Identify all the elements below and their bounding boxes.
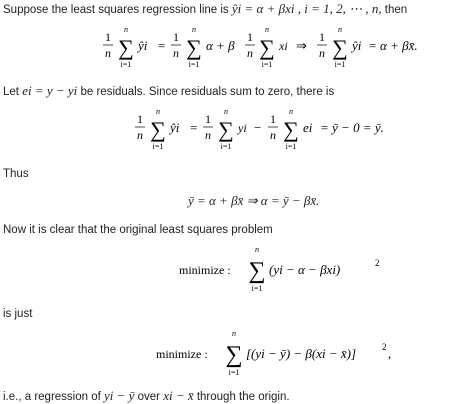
- eq1-sum4-bottom: i=1: [334, 60, 346, 69]
- eq1-frac2-num: 1: [173, 30, 179, 44]
- eq5-power: 2: [382, 342, 387, 352]
- eq2-frac1-num: 1: [137, 112, 143, 126]
- eq5-body: [(yi − ȳ) − β(xi − x̄)]: [246, 346, 357, 361]
- eq5-sum-symbol: ∑: [225, 342, 243, 368]
- eq1-equals: =: [158, 38, 166, 53]
- eq1-frac1-den: n: [105, 46, 111, 60]
- eq2-sum3-bottom: i=1: [285, 142, 297, 151]
- eq2-sum2-bottom: i=1: [220, 142, 232, 151]
- eq4-body: (yi − α − βxi): [269, 262, 341, 277]
- eq2-frac2-num: 1: [205, 112, 211, 126]
- eq1-frac4-den: n: [319, 46, 325, 60]
- eq5-sum-top: n: [232, 329, 236, 338]
- eq2-frac1-den: n: [137, 128, 143, 142]
- eq5-sum-bottom: i=1: [228, 368, 240, 377]
- eq1-frac1-num: 1: [105, 30, 111, 44]
- eq1-sum1-symbol: ∑: [118, 35, 134, 60]
- conclusion-text-mid: over: [134, 391, 164, 403]
- eq2-sum1-symbol: ∑: [150, 117, 166, 142]
- eq2-lhs-term: ŷi: [170, 120, 180, 135]
- residuals-text-a: Let: [3, 86, 23, 98]
- paragraph-is-just: [3, 307, 32, 321]
- eq1-sum4-symbol: ∑: [332, 35, 348, 60]
- eq1-implies: ⇒: [296, 38, 307, 53]
- paragraph-thus: [3, 167, 29, 181]
- equation-5-svg: [154, 328, 424, 380]
- original-problem-text: Now it is clear that the original least squares problem: [3, 224, 273, 236]
- eq2-sum3-symbol: ∑: [283, 117, 299, 142]
- intro-text-a: Suppose the least squares regression line is: [3, 4, 232, 16]
- equation-1: [100, 24, 455, 74]
- eq5-tail: ,: [388, 346, 392, 361]
- eq2-frac2-den: n: [205, 128, 211, 142]
- eq4-power: 2: [375, 258, 380, 268]
- eq2-sum1-bottom: i=1: [152, 142, 164, 151]
- conclusion-math-2: xi − x̄: [163, 388, 194, 403]
- eq4-sum-symbol: ∑: [248, 258, 266, 284]
- equation-2-svg: [132, 106, 432, 152]
- eq2-e-term: ei: [303, 120, 313, 135]
- conclusion-math-1: yi − ȳ: [104, 388, 135, 403]
- equation-3: ȳ = α + βx̄ ⇒ α = ȳ − βx̄.: [188, 193, 320, 208]
- is-just-text: is just: [3, 308, 33, 320]
- intro-math: ŷi = α + βxi , i = 1, 2, ⋯ , n,: [231, 1, 382, 16]
- eq1-sum3-bottom: i=1: [261, 60, 273, 69]
- eq1-sum2-symbol: ∑: [186, 35, 202, 60]
- intro-text-b: then: [381, 4, 408, 16]
- thus-text: Thus: [3, 168, 29, 180]
- paragraph-intro: [3, 2, 407, 17]
- eq4-sum-top: n: [255, 245, 259, 254]
- residuals-math: ei = y − yi: [22, 83, 78, 98]
- equation-1-svg: [100, 24, 455, 70]
- eq1-sum4-top: n: [338, 25, 342, 34]
- conclusion-text-a: i.e., a regression of: [3, 391, 104, 403]
- eq1-sum3-top: n: [265, 25, 269, 34]
- equation-symbol: =: [190, 120, 198, 135]
- eq2-rhs: = ȳ − 0 = ȳ.: [320, 120, 384, 135]
- eq1-sum3-symbol: ∑: [259, 35, 275, 60]
- eq1-sum2-bottom: i=1: [188, 60, 200, 69]
- eq1-x-term: xi: [279, 39, 288, 53]
- eq2-sum1-top: n: [156, 107, 160, 116]
- equation-4-svg: [177, 244, 397, 294]
- eq1-frac3-num: 1: [247, 30, 253, 44]
- equation-5: [154, 328, 424, 384]
- paragraph-residuals: [3, 84, 334, 99]
- eq1-sum1-bottom: i=1: [120, 60, 132, 69]
- eq1-frac3-den: n: [247, 46, 253, 60]
- paragraph-conclusion: [3, 389, 290, 404]
- eq2-sum2-symbol: ∑: [218, 117, 234, 142]
- equation-4: [177, 244, 397, 298]
- eq2-sum3-top: n: [289, 107, 293, 116]
- eq1-lhs-term-2: ŷi: [352, 38, 362, 53]
- conclusion-text-b: through the origin.: [193, 391, 290, 403]
- residuals-text-b: be residuals. Since residuals sum to zero, there is: [77, 86, 335, 98]
- eq2-sum2-top: n: [224, 107, 228, 116]
- eq1-sum2-top: n: [192, 25, 196, 34]
- eq4-keyword: minimize :: [179, 263, 231, 277]
- eq2-minus: −: [254, 120, 262, 135]
- eq1-frac4-num: 1: [319, 30, 325, 44]
- eq2-y-term: yi: [238, 121, 247, 135]
- eq1-alpha-beta: α + β: [206, 38, 235, 53]
- eq5-keyword: minimize :: [156, 347, 208, 361]
- eq1-sum1-top: n: [124, 25, 128, 34]
- eq2-frac3-den: n: [270, 128, 276, 142]
- eq1-rhs: = α + βx̄.: [368, 38, 418, 53]
- eq1-frac2-den: n: [173, 46, 179, 60]
- eq4-sum-bottom: i=1: [251, 284, 263, 293]
- paragraph-original-problem: [3, 223, 273, 237]
- equation-2: [132, 106, 432, 156]
- eq2-frac3-num: 1: [270, 112, 276, 126]
- eq1-lhs-term: ŷi: [138, 38, 148, 53]
